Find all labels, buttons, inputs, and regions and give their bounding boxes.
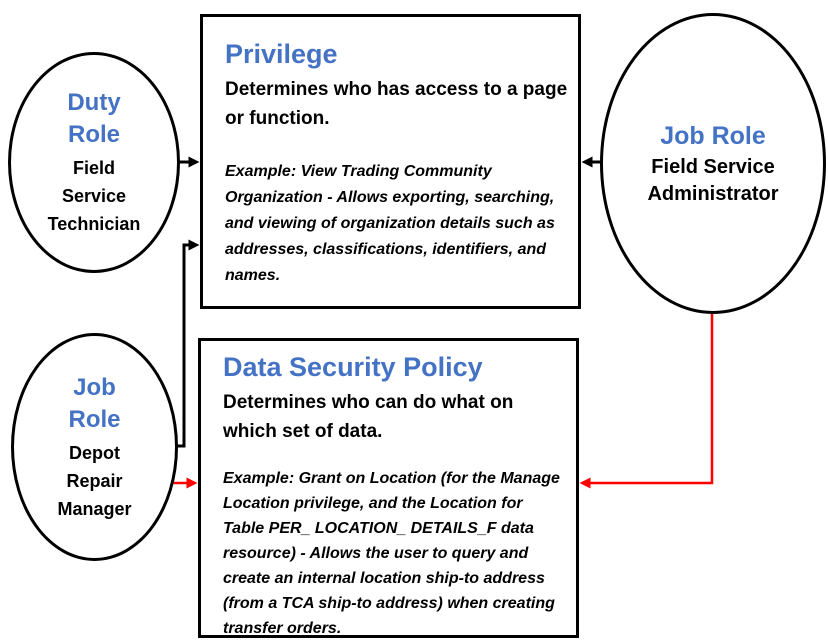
node-duty-role (8, 52, 180, 273)
node-duty-role-name: Field Service Technician (47, 158, 141, 234)
box-privilege (200, 14, 581, 309)
box-data-security-policy (198, 338, 579, 638)
job-role-depot-to-privilege-arrow (176, 245, 189, 446)
node-job-role-depot (11, 333, 178, 561)
node-job-role-admin-type-label: Job Role (660, 121, 766, 150)
node-job-role-depot-name: Depot Repair Manager (57, 442, 132, 519)
privilege-description: Determines who has access to a page or function. (225, 79, 568, 129)
data-security-policy-example: Example: Grant on Location (for the Manage Location privilege, and the Location for Table PER_ LOCATION_ DETAILS_F data resource) - Allows the user to query and create an internal location ship-to address (from a TCA ship-to address) when creating transfer orders. (223, 470, 560, 637)
node-duty-role-type-label: Duty Role (67, 89, 121, 148)
privilege-example: Example: View Trading Community Organization - Allows exporting, searching, and viewing of organization details such as addresses, classifications, identifiers, and names. (225, 163, 555, 284)
node-job-role-admin-name: Field Service Administrator (647, 155, 779, 205)
data-security-policy-title: Data Security Policy (223, 352, 483, 382)
privilege-title: Privilege (225, 39, 338, 69)
node-job-role-admin (600, 13, 826, 314)
job-role-admin-to-dsp-arrow (590, 312, 712, 483)
data-security-policy-description: Determines who can do what on which set of data. (223, 392, 514, 442)
node-job-role-depot-type-label: Job Role (68, 373, 121, 433)
